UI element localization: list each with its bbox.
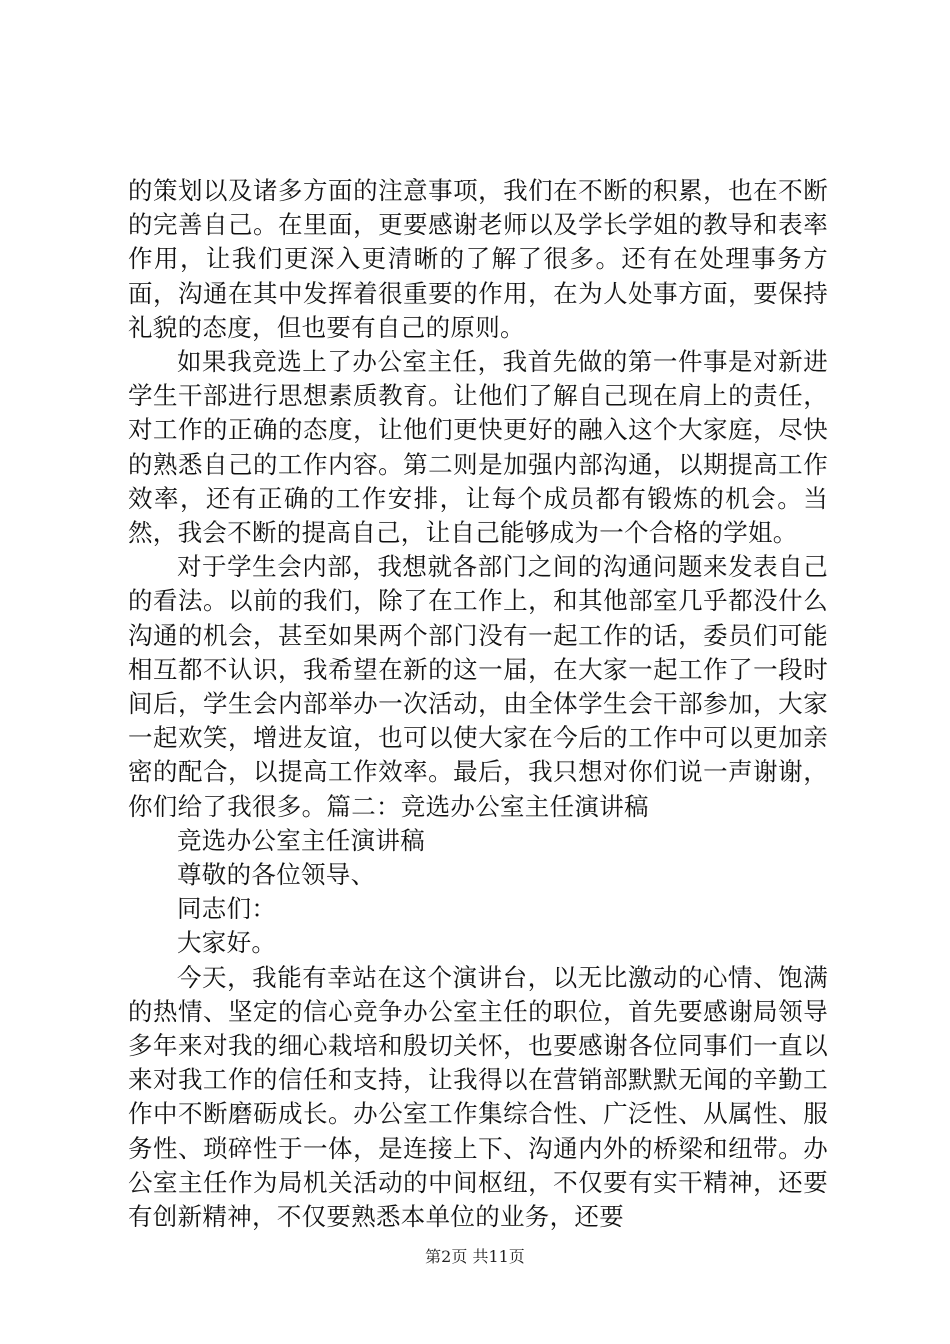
- paragraph-speech-opening: 今天，我能有幸站在这个演讲台，以无比激动的心情、饱满的热情、坚定的信心竞争办公室主任的职位，首先要感谢局领导多年来对我的细心栽培和殷切关怀，也要感谢各位同事们一直以来对我工作的信任和支持，让我得以在营销部默默无闻的辛勤工作中不断磨砺成长。办公室工作集综合性、广泛性、从属性、服务性、琐碎性于一体，是连接上下、沟通内外的桥梁和纽带。办公室主任作为局机关活动的中间枢纽，不仅要有实干精神，还要有创新精神，不仅要熟悉本单位的业务，还要: [128, 962, 828, 1232]
- paragraph-internal-communication: 对于学生会内部，我想就各部门之间的沟通问题来发表自己的看法。以前的我们，除了在工作上，和其他部室几乎都没什么沟通的机会，甚至如果两个部门没有一起工作的话，委员们可能相互都不认识，我希望在新的这一届，在大家一起工作了一段时间后，学生会内部举办一次活动，由全体学生会干部参加，大家一起欢笑，增进友谊，也可以使大家在今后的工作中可以更加亲密的配合，以提高工作效率。最后，我只想对你们说一声谢谢，你们给了我很多。篇二：竞选办公室主任演讲稿: [128, 552, 828, 821]
- greeting: 大家好。: [177, 928, 277, 958]
- document-body: [128, 174, 828, 1234]
- paragraph-continuation: 的策划以及诸多方面的注意事项，我们在不断的积累，也在不断的完善自己。在里面，更要感谢老师以及学长学姐的教导和表率作用，让我们更深入更清晰的了解了很多。还有在处理事务方面，沟通在其中发挥着很重要的作用，在为人处事方面，要保持礼貌的态度，但也要有自己的原则。: [128, 176, 828, 342]
- paragraph-office-director-plan: 如果我竞选上了办公室主任，我首先做的第一件事是对新进学生干部进行思想素质教育。让他们了解自己现在肩上的责任，对工作的正确的态度，让他们更快更好的融入这个大家庭，尽快的熟悉自己的工作内容。第二则是加强内部沟通，以期提高工作效率，还有正确的工作安排，让每个成员都有锻炼的机会。当然，我会不断的提高自己，让自己能够成为一个合格的学姐。: [128, 347, 828, 548]
- salutation-leaders: 尊敬的各位领导、: [177, 860, 376, 890]
- page-number-footer: 第2页 共11页: [425, 1247, 525, 1266]
- salutation-comrades: 同志们：: [177, 894, 277, 924]
- speech-title: 竞选办公室主任演讲稿: [177, 825, 425, 855]
